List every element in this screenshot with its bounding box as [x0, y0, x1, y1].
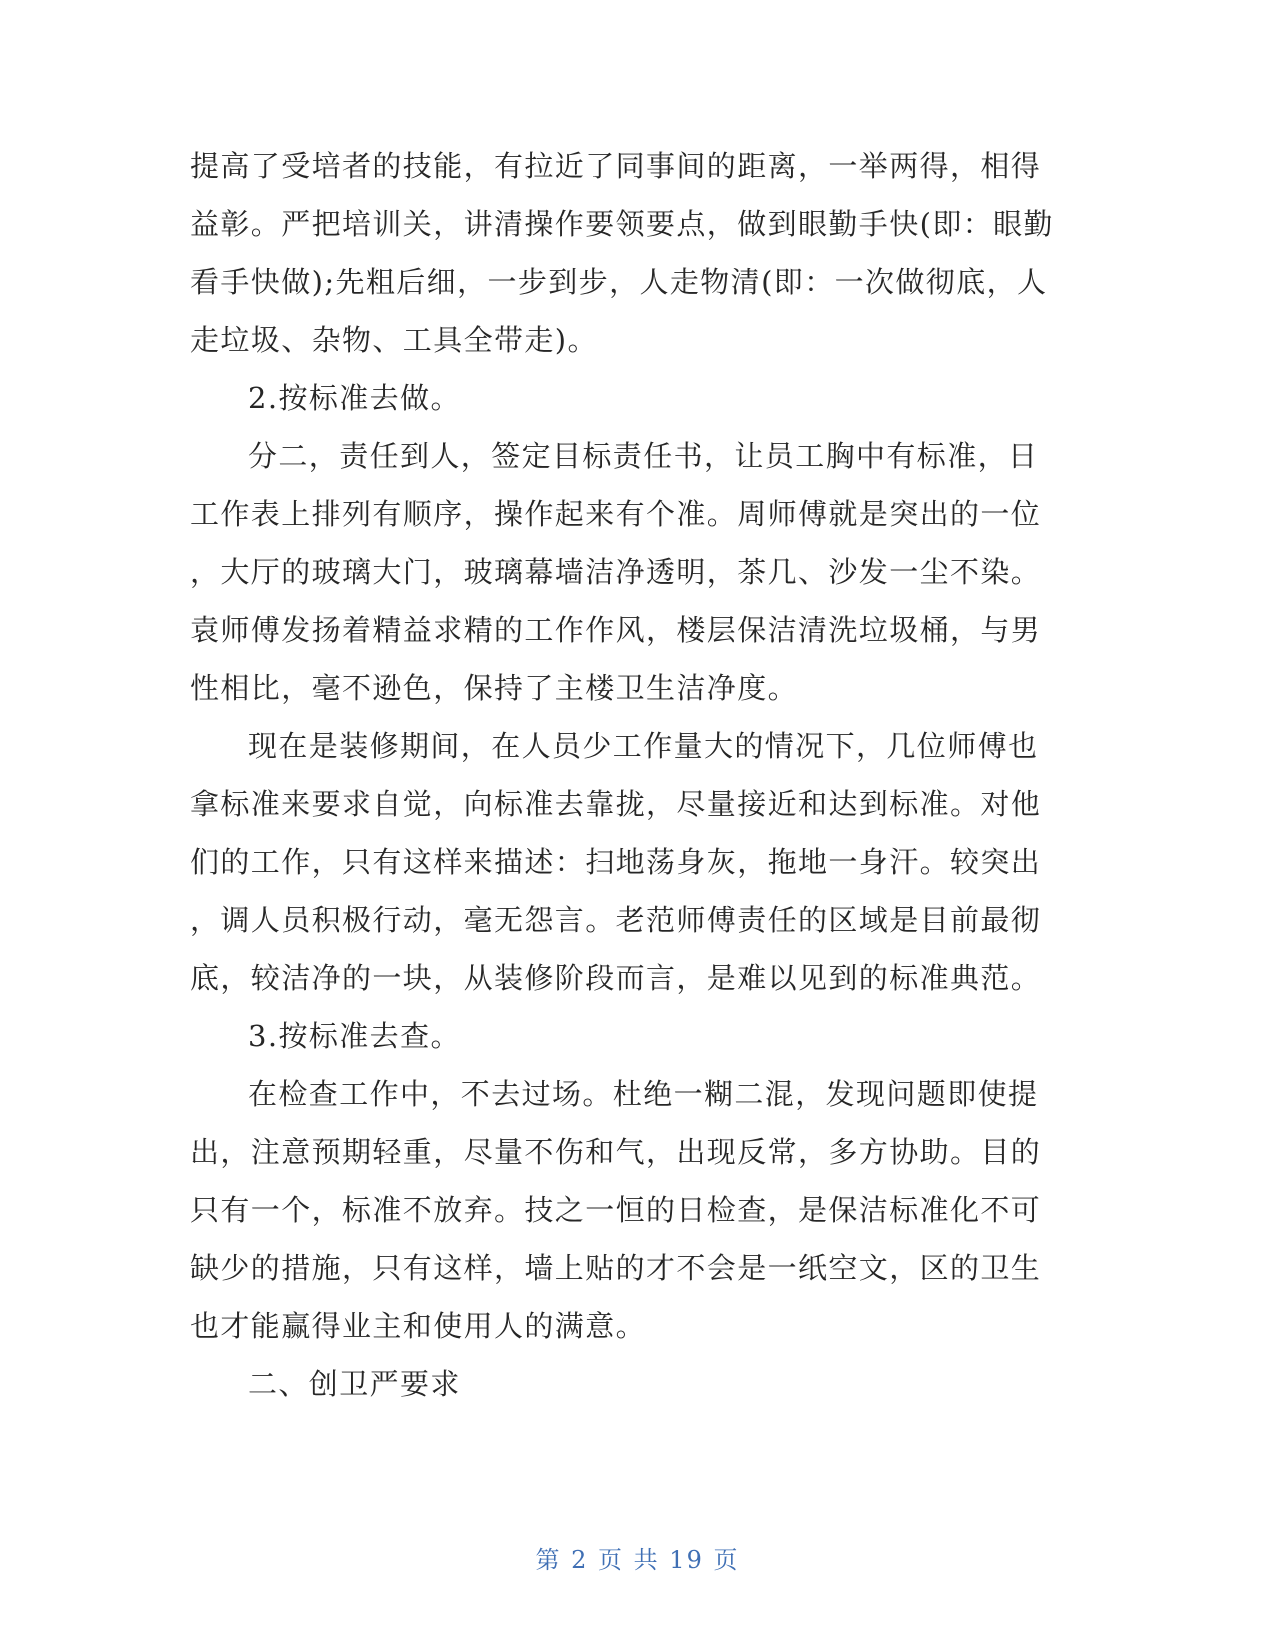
- body-text-line: 在检查工作中，不去过场。杜绝一糊二混，发现问题即使提: [248, 1077, 1039, 1111]
- body-text-line: 底，较洁净的一块，从装修阶段而言，是难以见到的标准典范。: [190, 961, 1042, 995]
- body-text-line: 工作表上排列有顺序，操作起来有个准。周师傅就是突出的一位: [190, 497, 1042, 531]
- body-text-line: 益彰。严把培训关，讲清操作要领要点，做到眼勤手快(即：眼勤: [190, 207, 1054, 241]
- section-heading: 3.按标准去查。: [248, 1019, 461, 1053]
- body-text-line: 袁师傅发扬着精益求精的工作作风，楼层保洁清洗垃圾桶，与男: [190, 613, 1042, 647]
- section-heading: 二、创卫严要求: [248, 1367, 461, 1401]
- body-text-line: ，大厅的玻璃大门，玻璃幕墙洁净透明，茶几、沙发一尘不染。: [190, 555, 1042, 589]
- body-text-line: 们的工作，只有这样来描述：扫地荡身灰，拖地一身汗。较突出: [190, 845, 1042, 879]
- body-text-line: 走垃圾、杂物、工具全带走)。: [190, 323, 598, 357]
- body-text-line: 拿标准来要求自觉，向标准去靠拢，尽量接近和达到标准。对他: [190, 787, 1042, 821]
- page-number-footer: 第 2 页 共 19 页: [535, 1546, 740, 1574]
- body-text-line: ，调人员积极行动，毫无怨言。老范师傅责任的区域是目前最彻: [190, 903, 1042, 937]
- body-text-line: 也才能赢得业主和使用人的满意。: [190, 1309, 647, 1343]
- body-text-line: 只有一个，标准不放弃。技之一恒的日检查，是保洁标准化不可: [190, 1193, 1042, 1227]
- body-text-line: 分二，责任到人，签定目标责任书，让员工胸中有标准，日: [248, 439, 1039, 473]
- body-text-line: 提高了受培者的技能，有拉近了同事间的距离，一举两得，相得: [190, 149, 1042, 183]
- section-heading: 2.按标准去做。: [248, 381, 461, 415]
- body-text-line: 现在是装修期间，在人员少工作量大的情况下，几位师傅也: [248, 729, 1039, 763]
- body-text-line: 性相比，毫不逊色，保持了主楼卫生洁净度。: [190, 671, 799, 705]
- body-text-line: 缺少的措施，只有这样，墙上贴的才不会是一纸空文，区的卫生: [190, 1251, 1042, 1285]
- body-text-line: 出，注意预期轻重，尽量不伤和气，出现反常，多方协助。目的: [190, 1135, 1042, 1169]
- body-text-line: 看手快做);先粗后细，一步到步，人走物清(即：一次做彻底，人: [190, 265, 1048, 299]
